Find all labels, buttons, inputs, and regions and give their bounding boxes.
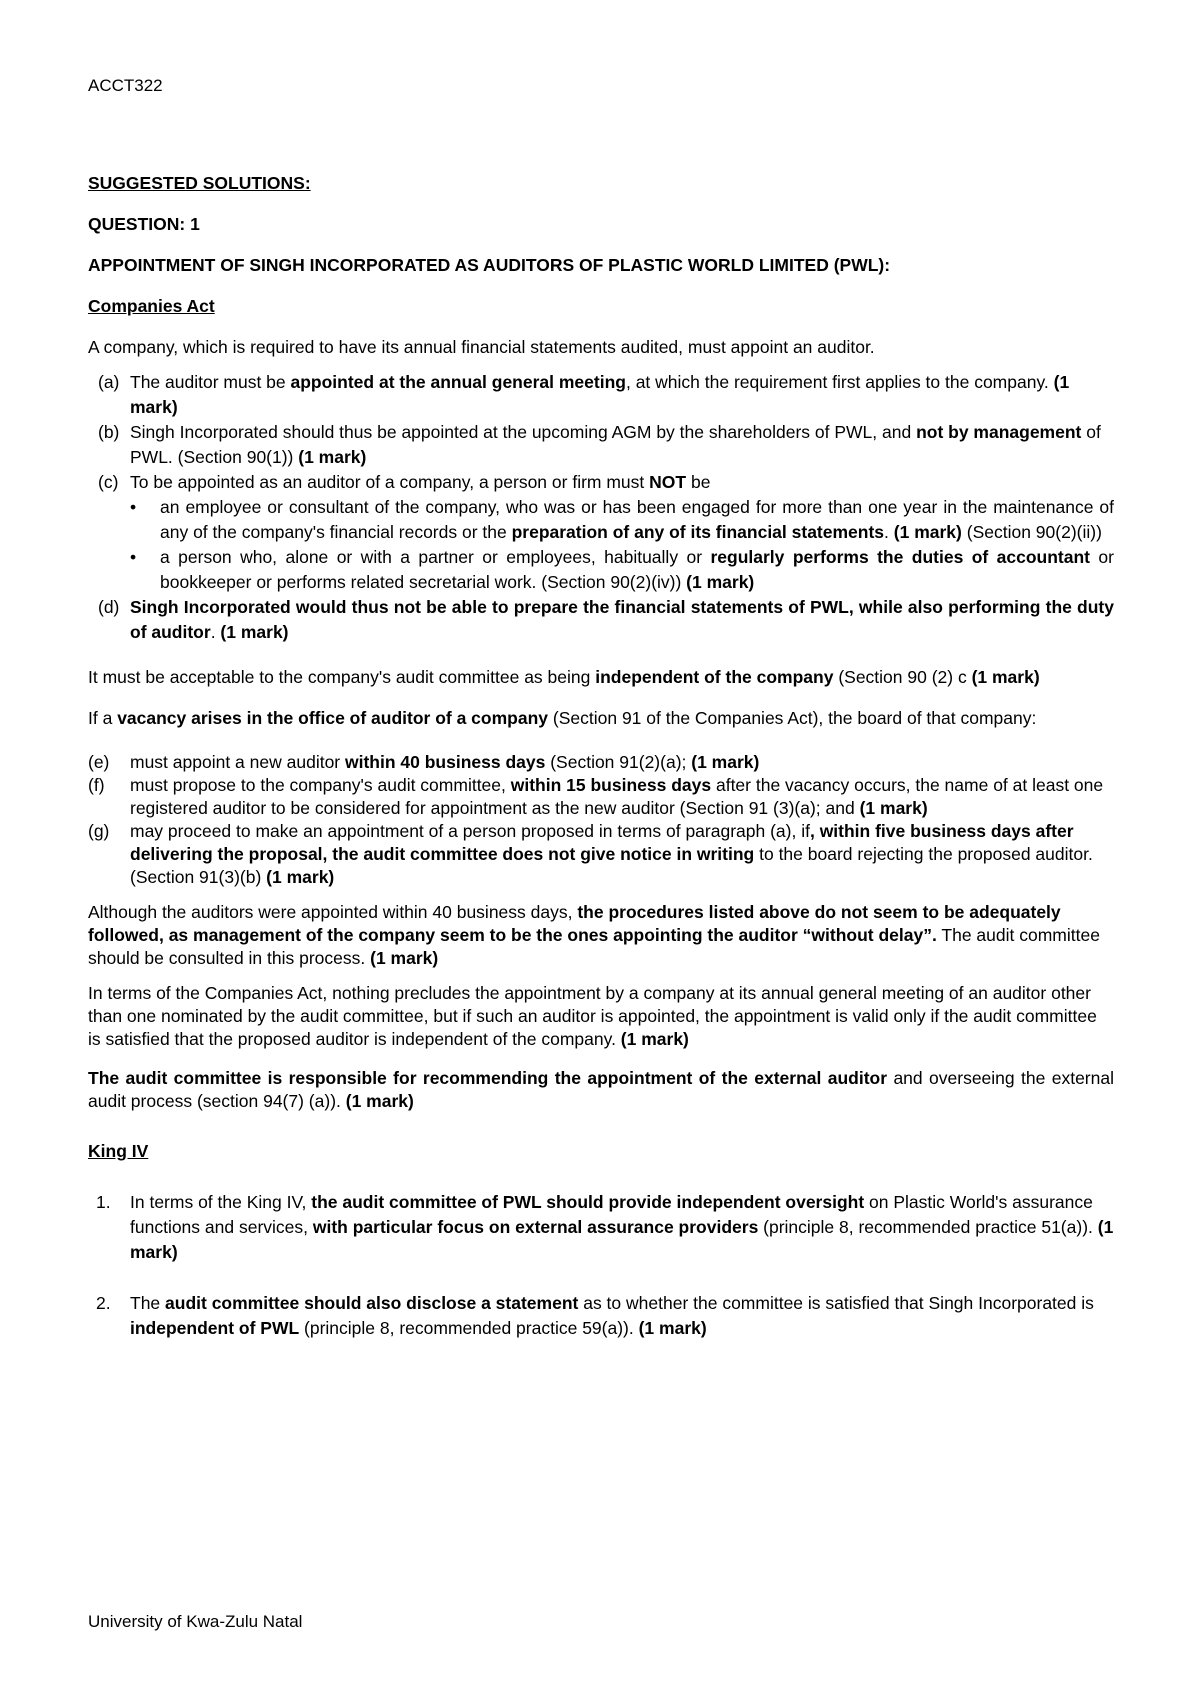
list-marker: (e) bbox=[88, 752, 110, 772]
mark-label: (1 mark) bbox=[686, 572, 755, 592]
in-terms-paragraph: In terms of the Companies Act, nothing precludes the appointment by a company at its annual general meeting of an auditor other than one nominated by the audit committee, but if such an auditor is appointed, the appointment is valid only if the audit committee is satisfied that the proposed auditor is independent of the company. (1 mark) bbox=[88, 983, 1097, 1049]
bullet-icon: • bbox=[130, 497, 137, 517]
requirements-list bbox=[88, 370, 1114, 645]
list-item-b: (b) Singh Incorporated should thus be appointed at the upcoming AGM by the shareholders of PWL, and not by management of PWL. (Section 90(1)) (1 mark) bbox=[98, 422, 1101, 467]
king-item-2: 2. The audit committee should also disclose a statement as to whether the committee is satisfied that Singh Incorporated is independent of PWL (principle 8, recommended practice 59(a)). (1 mark) bbox=[96, 1293, 1094, 1338]
king-item-1: 1. In terms of the King IV, the audit committee of PWL should provide independent oversight on Plastic World's assurance functions and services, with particular focus on external assurance providers (principle 8, recommended practice 51(a)). (1 mark) bbox=[96, 1192, 1114, 1262]
question-label: QUESTION: 1 bbox=[88, 214, 200, 234]
committee-paragraph: The audit committee is responsible for recommending the appointment of the external auditor and overseeing the external audit process (section 94(7) (a)). (1 mark) bbox=[88, 1068, 1114, 1111]
mark-label: (1 mark) bbox=[893, 522, 962, 542]
bullet-item-accountant: • a person who, alone or with a partner or employees, habitually or regularly performs the duties of accountant or bookkeeper or performs related secretarial work. (Section 90(2)(iv)) (1 mark) bbox=[130, 547, 1114, 592]
mark-label: (1 mark) bbox=[620, 1029, 689, 1049]
bullet-icon: • bbox=[130, 547, 137, 567]
mark-label: (1 mark) bbox=[298, 447, 367, 467]
mark-label: (1 mark) bbox=[370, 948, 439, 968]
vacancy-paragraph: If a vacancy arises in the office of auditor of a company (Section 91 of the Companies Act), the board of that company: bbox=[88, 708, 1037, 728]
mark-label: (1 mark) bbox=[971, 667, 1040, 687]
mark-label: (1 mark) bbox=[345, 1091, 414, 1111]
list-marker: (c) bbox=[98, 472, 119, 492]
bullet-item-employee: • an employee or consultant of the company, who was or has been engaged for more than one year in the maintenance of any of the company's financial records or the preparation of any of its financial statements. (1 mark) (Section 90(2)(ii)) bbox=[130, 497, 1114, 542]
although-paragraph: Although the auditors were appointed within 40 business days, the procedures listed above do not seem to be adequately followed, as management of the company seem to be the ones appointing the auditor “without delay”. The audit committee should be consulted in this process. (1 mark) bbox=[88, 902, 1100, 968]
list-marker: 2. bbox=[96, 1293, 111, 1313]
mark-label: (1 mark) bbox=[130, 1217, 1114, 1262]
mark-label: (1 mark) bbox=[691, 752, 760, 772]
mark-label: (1 mark) bbox=[638, 1318, 707, 1338]
vacancy-list bbox=[88, 751, 1114, 889]
list-item-e: (e) must appoint a new auditor within 40 business days (Section 91(2)(a); (1 mark) bbox=[88, 752, 760, 772]
list-marker: (b) bbox=[98, 422, 120, 442]
list-item-d: (d) Singh Incorporated would thus not be able to prepare the financial statements of PWL, while also performing the duty of auditor. (1 mark) bbox=[98, 597, 1114, 642]
document-body bbox=[88, 171, 1114, 1341]
list-item-g: (g) may proceed to make an appointment of a person proposed in terms of paragraph (a), if, within five business days after delivering the proposal, the audit committee does not give notice in writing to the board rejecting the proposed auditor. (Section 91(3)(b) (1 mark) bbox=[88, 821, 1093, 887]
list-marker: 1. bbox=[96, 1192, 111, 1212]
list-marker: (d) bbox=[98, 597, 120, 617]
mark-label: (1 mark) bbox=[859, 798, 928, 818]
page-header: ACCT322 bbox=[88, 76, 163, 95]
king-iv-heading: King IV bbox=[88, 1141, 149, 1161]
list-marker: (f) bbox=[88, 775, 105, 795]
mark-label: (1 mark) bbox=[266, 867, 335, 887]
list-marker: (a) bbox=[98, 372, 120, 392]
list-item-a: (a) The auditor must be appointed at the annual general meeting, at which the requirement first applies to the company. (1 mark) bbox=[98, 372, 1070, 417]
intro-paragraph: A company, which is required to have its annual financial statements audited, must appoint an auditor. bbox=[88, 337, 875, 357]
mark-label: (1 mark) bbox=[130, 372, 1070, 417]
acceptable-paragraph: It must be acceptable to the company's audit committee as being independent of the company (Section 90 (2) c (1 mark) bbox=[88, 667, 1040, 687]
list-item-c: (c) To be appointed as an auditor of a company, a person or firm must NOT be bbox=[88, 470, 1114, 495]
list-item-f: (f) must propose to the company's audit committee, within 15 business days after the vacancy occurs, the name of at least one registered auditor to be considered for appointment as the new auditor (Section 91 (3)(a); and (1 mark) bbox=[88, 775, 1104, 818]
section-heading: APPOINTMENT OF SINGH INCORPORATED AS AUDITORS OF PLASTIC WORLD LIMITED (PWL): bbox=[88, 255, 891, 275]
mark-label: (1 mark) bbox=[220, 622, 289, 642]
page-footer: University of Kwa-Zulu Natal bbox=[88, 1612, 303, 1631]
solutions-title: SUGGESTED SOLUTIONS: bbox=[88, 173, 311, 193]
list-marker: (g) bbox=[88, 821, 110, 841]
companies-act-heading: Companies Act bbox=[88, 296, 215, 316]
